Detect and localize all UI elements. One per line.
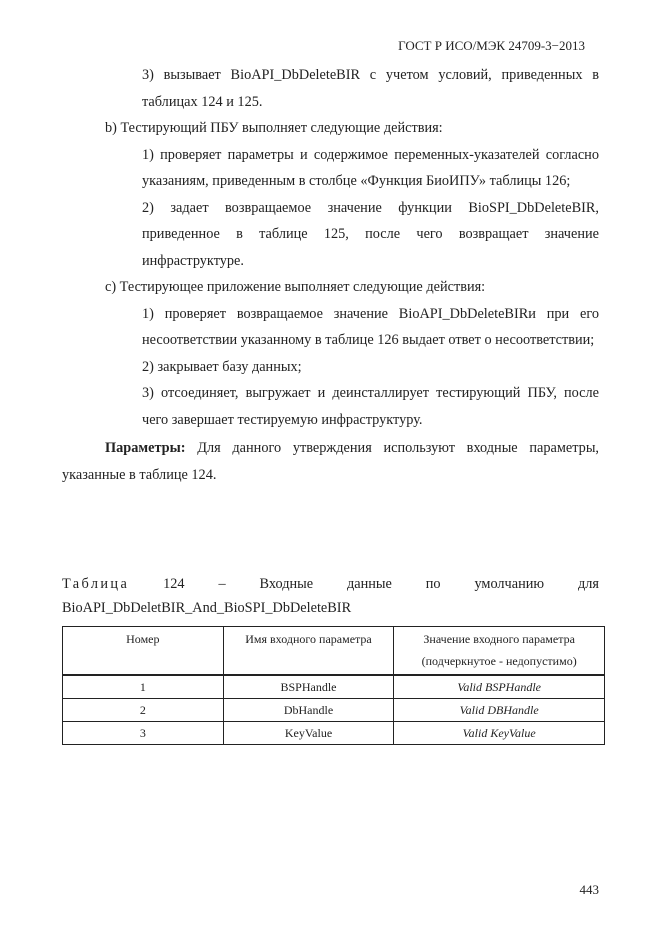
table-caption — [62, 572, 599, 620]
paragraph-c-intro: c) Тестирующее приложение выполняет следующие действия: — [105, 279, 486, 295]
row-param-name: DbHandle — [223, 699, 394, 722]
row-param-value: Valid KeyValue — [394, 722, 605, 745]
row-number: 1 — [63, 675, 224, 699]
parameters-text: Для данного утверждения используют входные параметры, указанные в таблице 124. — [62, 440, 599, 483]
paragraph-parameters — [62, 435, 599, 488]
input-parameters-table — [62, 626, 605, 745]
table-header-row — [63, 627, 605, 676]
row-number: 3 — [63, 722, 224, 745]
page-number: 443 — [579, 882, 599, 897]
paragraph-b-intro: b) Тестирующий ПБУ выполняет следующие действия: — [105, 120, 443, 136]
caption-word-2: данные — [346, 576, 392, 592]
paragraph-a3: 3) вызывает BioAPI_DbDeleteBIR с учетом условий, приведенных в таблицах 124 и 125. — [142, 67, 599, 110]
table-row — [63, 675, 605, 699]
caption-word-3: по — [425, 576, 441, 592]
table-caption-line1 — [62, 572, 599, 596]
paragraph-c1: 1) проверяет возвращаемое значение BioAPI_DbDeleteBIRи при его несоответствии указанному в таблице 126 выдает ответ о несоответствии; — [142, 305, 599, 348]
table-row — [63, 722, 605, 745]
page-header: ГОСТ Р ИСО/МЭК 24709-3−2013 — [398, 38, 585, 53]
paragraph-c3: 3) отсоединяет, выгружает и деинсталлирует тестирующий ПБУ, после чего завершает тестируемую инфраструктуру. — [142, 385, 599, 428]
table-caption-line2: BioAPI_DbDeletBIR_And_BioSPI_DbDeleteBIR — [62, 600, 352, 616]
header-param-name: Имя входного параметра — [223, 627, 394, 676]
paragraph-c2: 2) закрывает базу данных; — [142, 358, 302, 375]
header-number: Номер — [63, 627, 224, 676]
caption-number: 124 — [163, 576, 185, 592]
row-param-name: KeyValue — [223, 722, 394, 745]
caption-word-4: умолчанию — [474, 576, 545, 592]
row-param-value: Valid BSPHandle — [394, 675, 605, 699]
table-row — [63, 699, 605, 722]
header-param-value-line1: Значение входного параметра — [423, 632, 575, 646]
row-param-name: BSPHandle — [223, 675, 394, 699]
header-param-value-line2: (подчеркнутое - недопустимо) — [421, 654, 577, 668]
document-body — [62, 62, 599, 488]
paragraph-b2: 2) задает возвращаемое значение функции BioSPI_DbDeleteBIR, приведенное в таблице 125, после чего возвращает значение инфраструктуре. — [142, 199, 599, 269]
header-param-value — [394, 627, 605, 676]
caption-dash: – — [218, 576, 226, 592]
row-param-value: Valid DBHandle — [394, 699, 605, 722]
row-number: 2 — [63, 699, 224, 722]
parameters-label: Параметры: — [105, 440, 186, 456]
paragraph-b1: 1) проверяет параметры и содержимое переменных-указателей согласно указаниям, приведенным в столбце «Функция БиоИПУ» таблицы 126; — [142, 146, 599, 189]
caption-word: Таблица — [62, 576, 130, 592]
caption-word-1: Входные — [259, 576, 314, 592]
caption-word-5: для — [577, 576, 599, 592]
